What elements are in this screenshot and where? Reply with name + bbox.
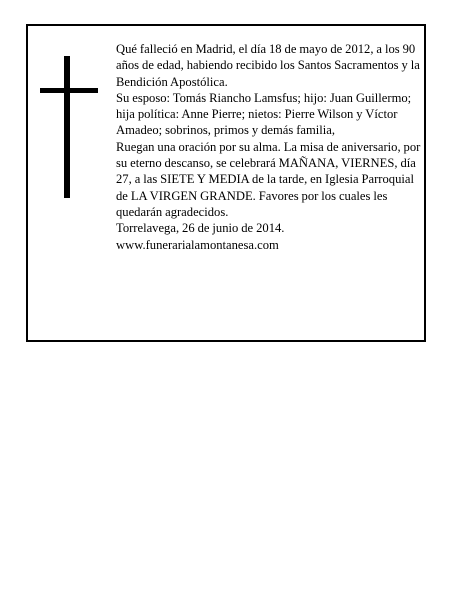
notice-text — [116, 41, 422, 253]
place-date: Torrelavega, 26 de junio de 2014. — [116, 221, 285, 236]
obituary-notice — [26, 24, 426, 342]
cross-icon — [40, 56, 96, 198]
mass-announcement: Ruegan una oración por su alma. La misa de aniversario, por su eterno descanso, se celebrará MAÑANA, VIERNES, día 27, a las SIETE Y MEDIA de la tarde, en Iglesia Parroquial de LA VIRGEN GRANDE. Favores por los cuales les quedarán agradecidos. — [116, 139, 421, 219]
family-list: Su esposo: Tomás Riancho Lamsfus; hijo: Juan Guillermo; hija política: Anne Pierre; nietos: Pierre Wilson y Víctor Amadeo; sobrinos, primos y demás familia, — [116, 90, 412, 138]
cross-vertical-bar — [64, 56, 70, 198]
funeral-home-website: www.funerarialamontanesa.com — [116, 237, 279, 252]
death-announcement: Qué falleció en Madrid, el día 18 de mayo de 2012, a los 90 años de edad, habiendo recibido los Santos Sacramentos y la Bendición Apostólica. — [116, 42, 420, 89]
cross-horizontal-bar — [40, 88, 98, 93]
